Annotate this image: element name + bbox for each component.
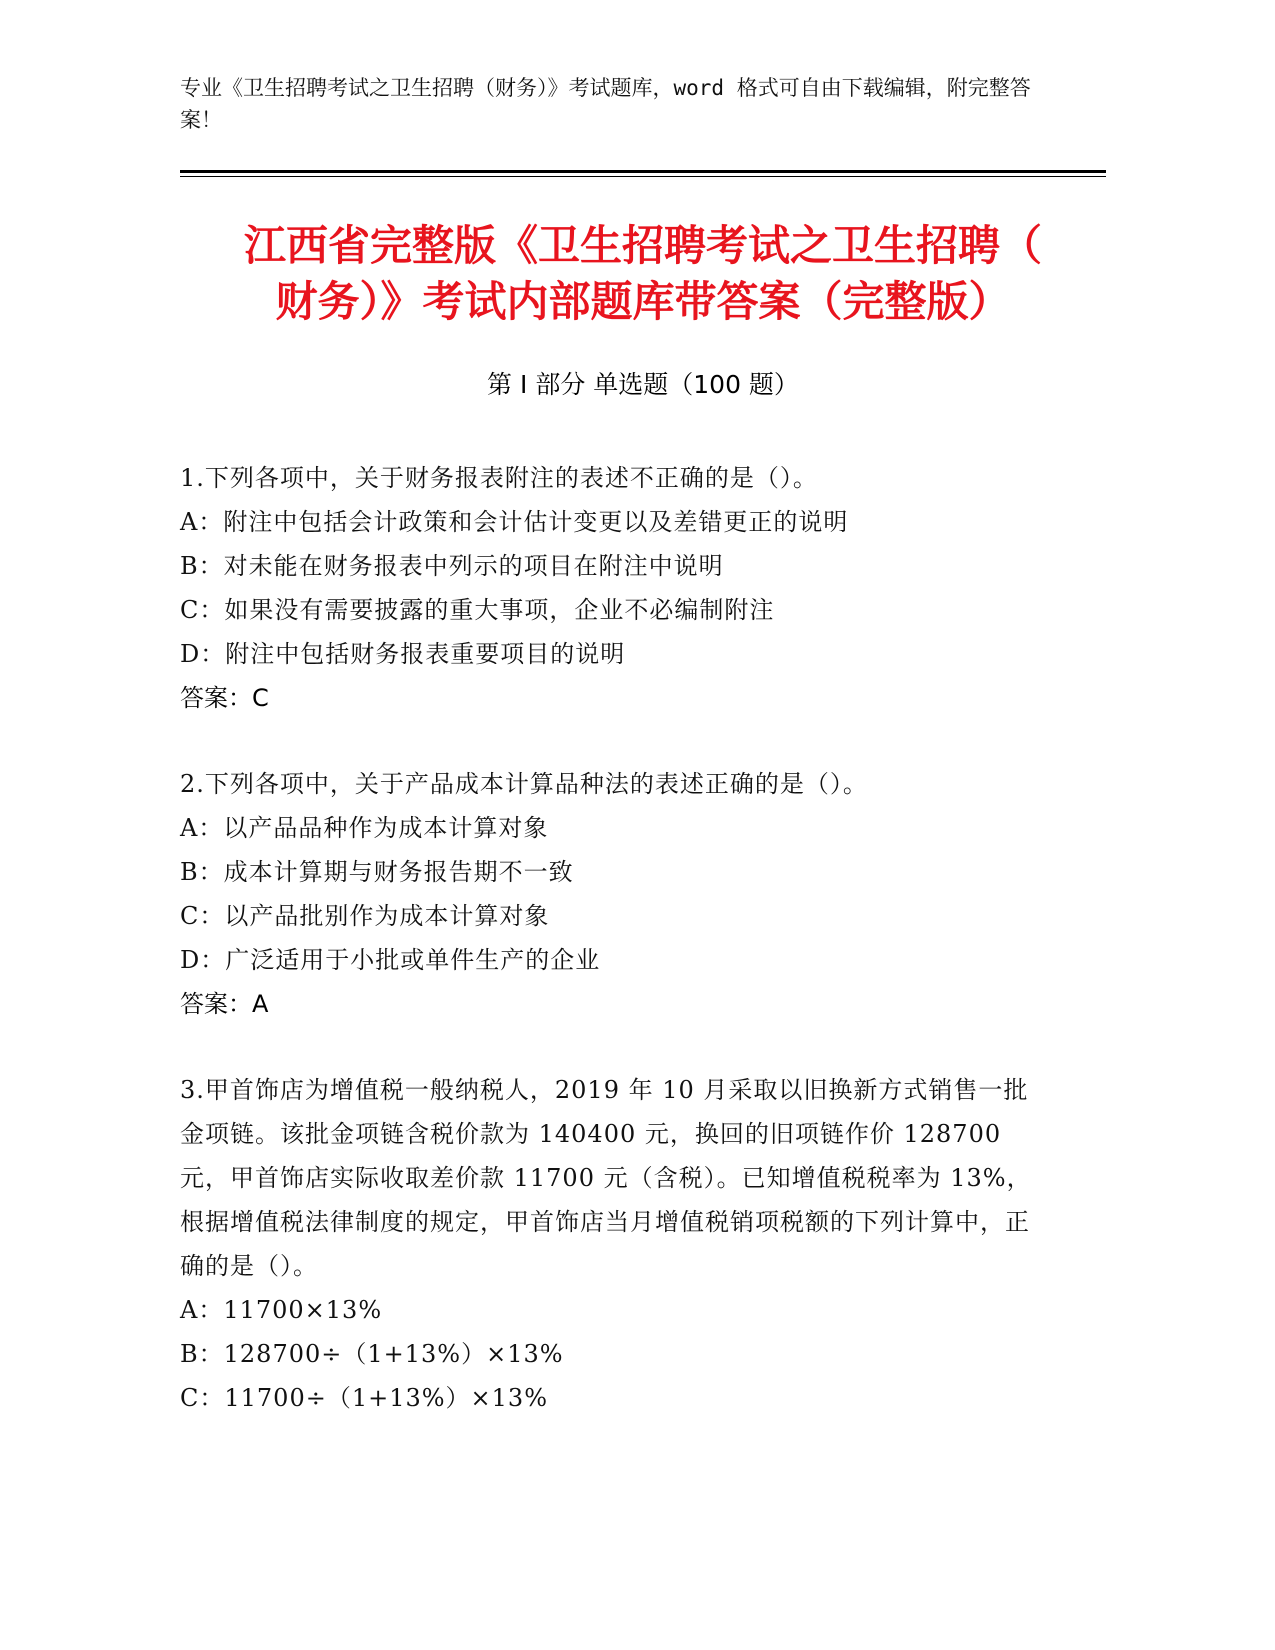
question-2: [180, 762, 1050, 1026]
option-c: C：11700÷（1+13%）×13%: [180, 1384, 548, 1412]
document-title-line-1: 江西省完整版《卫生招聘考试之卫生招聘（: [243, 221, 1042, 270]
option-b: B：对未能在财务报表中列示的项目在附注中说明: [180, 552, 724, 580]
option-a: A：11700×13%: [180, 1296, 383, 1324]
header-note: 专业《卫生招聘考试之卫生招聘（财务）》考试题库，word 格式可自由下载编辑，附完整答案！: [180, 76, 1031, 132]
answer: 答案：A: [180, 990, 269, 1018]
section-heading: 第 I 部分 单选题（100 题）: [487, 370, 799, 399]
answer: 答案：C: [180, 684, 269, 712]
option-c: C：如果没有需要披露的重大事项，企业不必编制附注: [180, 596, 775, 624]
question-1: [180, 456, 1050, 720]
question-stem: 2.下列各项中，关于产品成本计算品种法的表述正确的是（）。: [180, 770, 868, 798]
option-b: B：128700÷（1+13%）×13%: [180, 1340, 564, 1368]
question-3: [180, 1068, 1050, 1420]
header-divider-thin: [180, 176, 1106, 177]
question-stem: 1.下列各项中，关于财务报表附注的表述不正确的是（）。: [180, 464, 818, 492]
header-divider-thick: [180, 170, 1106, 173]
document-title-line-2: 财务）》考试内部题库带答案（完整版）: [275, 277, 1011, 326]
question-list: [180, 456, 1050, 1462]
document-title: [180, 218, 1106, 330]
option-c: C：以产品批别作为成本计算对象: [180, 902, 550, 930]
option-a: A：以产品品种作为成本计算对象: [180, 814, 549, 842]
question-stem: 3.甲首饰店为增值税一般纳税人，2019 年 10 月采取以旧换新方式销售一批金项链。该批金项链含税价款为 140400 元，换回的旧项链作价 128700 元，甲首饰店实际收取差价款 11700 元（含税）。已知增值税税率为 13%，根据增值税法律制度的规定，甲首饰店当月增值税销项税额的下列计算中，正确的是（）。: [180, 1076, 1032, 1280]
option-a: A：附注中包括会计政策和会计估计变更以及差错更正的说明: [180, 508, 849, 536]
option-d: D：附注中包括财务报表重要项目的说明: [180, 640, 626, 668]
option-d: D：广泛适用于小批或单件生产的企业: [180, 946, 601, 974]
option-b: B：成本计算期与财务报告期不一致: [180, 858, 574, 886]
